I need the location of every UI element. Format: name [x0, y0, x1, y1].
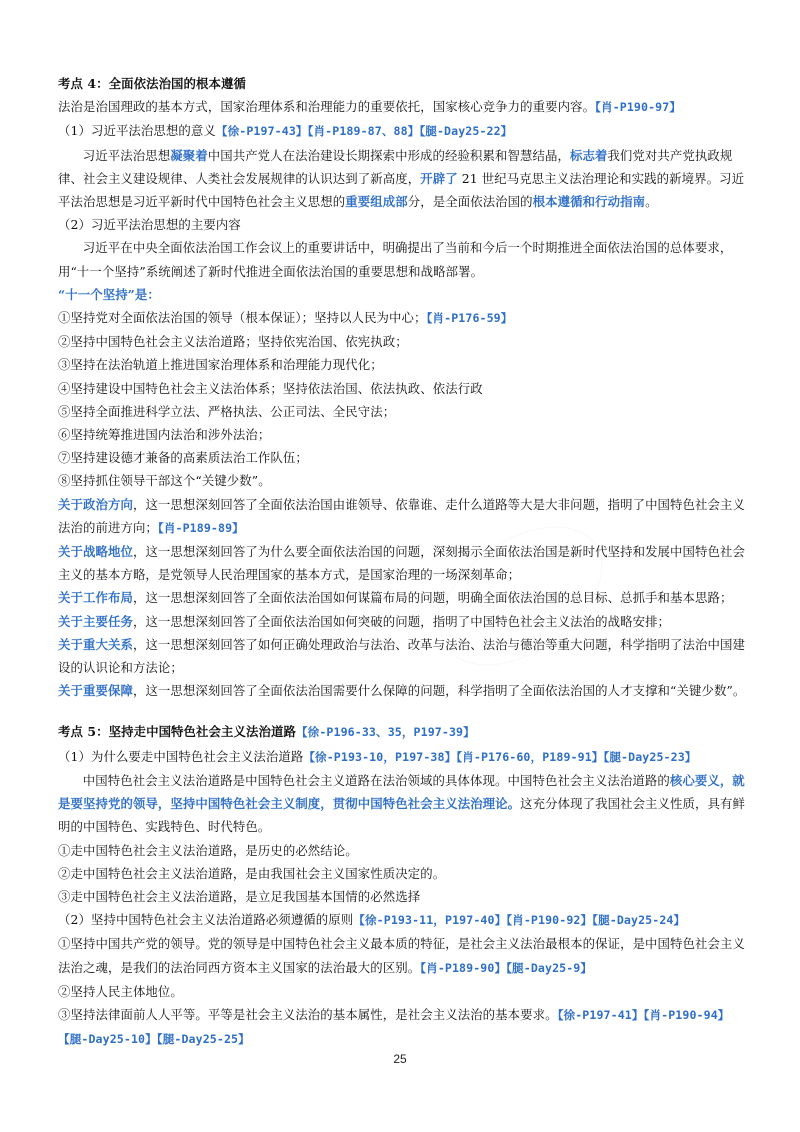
- highlight: 核心要义，就是要坚持党的领导，坚持中国特色社会主义制度，贯彻中国特色社会主义法治理论。: [58, 772, 745, 812]
- section-5-title: 考点 5：坚持走中国特色社会主义法治道路【徐-P196-33、35，P197-39】: [58, 724, 475, 740]
- list-item: ④坚持建设中国特色社会主义法治体系；坚持依法治国、依法执政、依法行政: [58, 380, 483, 396]
- ref-tag: 【徐-P197-43】【肖-P189-87、88】【腿-Day25-22】: [215, 124, 513, 139]
- ref-tag: 【肖-P189-90】【腿-Day25-9】: [420, 960, 593, 975]
- ref-tag: 【徐-P197-41】【肖-P190-94】【腿-Day25-10】【腿-Day25-25】: [58, 1007, 730, 1047]
- section-4-intro: 法治是治国理政的基本方式，国家治理体系和治理能力的重要依托，国家核心竞争力的重要内容。【肖-P190-97】: [58, 99, 682, 115]
- ref-tag: 【徐-P196-33、35，P197-39】: [295, 725, 475, 740]
- list-item: ③走中国特色社会主义法治道路，是立足我国基本国情的必然选择: [58, 888, 421, 904]
- ref-tag: 【徐-P193-10，P197-38】【肖-P176-60，P189-91】【腿-Day25-23】: [303, 749, 697, 764]
- ref-tag: 【徐-P193-11，P197-40】【肖-P190-92】【腿-Day25-24】: [353, 913, 686, 928]
- subsection-1-heading: （1）为什么要走中国特色社会主义法治道路【徐-P193-10，P197-38】【肖-P176-60，P189-91】【腿-Day25-23】: [58, 748, 697, 764]
- list-item: ②坚持中国特色社会主义法治道路；坚持依宪治国、依宪执政；: [58, 334, 408, 350]
- ref-tag: 【肖-P190-97】: [595, 100, 682, 115]
- list-item: ②走中国特色社会主义法治道路，是由我国社会主义国家性质决定的。: [58, 865, 446, 881]
- highlight: 开辟了: [420, 170, 458, 186]
- subsection-2-heading: （2）习近平法治思想的主要内容: [58, 217, 241, 233]
- document-body: [58, 72, 748, 1051]
- highlight: 标志着: [569, 147, 608, 163]
- ref-tag: 【肖-P189-89】: [157, 520, 244, 535]
- ref-tag: 【肖-P176-59】: [426, 311, 513, 326]
- list-item: ⑧坚持抓住领导干部这个“关键少数”。: [58, 473, 271, 489]
- list-item: ③坚持在法治轨道上推进国家治理体系和治理能力现代化；: [58, 357, 383, 373]
- eleven-insist-title: “十一个坚持”是：: [58, 286, 160, 302]
- highlight: 凝聚着: [170, 147, 208, 163]
- subsection-2-heading: （2）坚持中国特色社会主义法治道路必须遵循的原则【徐-P193-11，P197-40】【肖-P190-92】【腿-Day25-24】: [58, 912, 686, 928]
- principle-people-subject: ②坚持人民主体地位。: [58, 983, 183, 999]
- aspect-work-layout: 关于工作布局，这一思想深刻回答了全面依法治国如何谋篇布局的问题，明确全面依法治国的总目标、总抓手和基本思路；: [58, 590, 733, 606]
- highlight: 根本遵循和行动指南: [532, 194, 646, 210]
- list-item: ①走中国特色社会主义法治道路，是历史的必然结论。: [58, 842, 358, 858]
- paragraph-rule-of-law-path: 中国特色社会主义法治道路是中国特色社会主义道路在法治领域的具体体现。中国特色社会主义法治道路的核心要义，就是要坚持党的领导，坚持中国特色社会主义制度，贯彻中国特色社会主义法治理论。这充分体现了我国社会主义性质，具有鲜明的中国特色、实践特色、时代特色。: [58, 772, 745, 835]
- paragraph-main-content: 习近平在中央全面依法治国工作会议上的重要讲话中，明确提出了当前和今后一个时期推进全面依法治国的总体要求，用“十一个坚持”系统阐述了新时代推进全面依法治国的重要思想和战略部署。: [58, 240, 733, 279]
- aspect-main-tasks: 关于主要任务，这一思想深刻回答了全面依法治国如何突破的问题，指明了中国特色社会主义法治的战略安排；: [58, 613, 671, 629]
- aspect-major-relations: 关于重大关系，这一思想深刻回答了如何正确处理政治与法治、改革与法治、法治与德治等重大问题，科学指明了法治中国建设的认识论和方法论；: [58, 636, 745, 676]
- aspect-important-guarantee: 关于重要保障，这一思想深刻回答了全面依法治国需要什么保障的问题，科学指明了全面依法治国的人才支撑和“关键少数”。: [58, 683, 746, 699]
- aspect-political-direction: 关于政治方向，这一思想深刻回答了全面依法治国由谁领导、依靠谁、走什么道路等大是大非问题，指明了中国特色社会主义法治的前进方向；【肖-P189-89】: [58, 496, 745, 535]
- page-number: 25: [393, 1052, 407, 1066]
- highlight: 重要组成部: [345, 194, 408, 210]
- principle-party-leadership: ①坚持中国共产党的领导。党的领导是中国特色社会主义最本质的特征，是社会主义法治最根本的保证，是中国特色社会主义法治之魂，是我们的法治同西方资本主义国家的法治最大的区别。【肖-P189-90】【腿-Day25-9】: [58, 936, 745, 975]
- list-item: ①坚持党对全面依法治国的领导（根本保证）；坚持以人民为中心；【肖-P176-59】: [58, 310, 513, 326]
- list-item: ⑤坚持全面推进科学立法、严格执法、公正司法、全民守法；: [58, 403, 396, 419]
- paragraph-significance: 习近平法治思想凝聚着中国共产党人在法治建设长期探索中形成的经验积累和智慧结晶，标志着我们党对共产党执政规律、社会主义建设规律、人类社会发展规律的认识达到了新高度，开辟了 21 世纪马克思主义法治理论和实践的新境界。习近平法治思想是习近平新时代中国特色社会主义思想的重要组成部分，是全面依法治国的根本遵循和行动指南。: [58, 147, 745, 210]
- subsection-1-heading: （1）习近平法治思想的意义【徐-P197-43】【肖-P189-87、88】【腿-Day25-22】: [58, 123, 513, 139]
- list-item: ⑦坚持建设德才兼备的高素质法治工作队伍；: [58, 450, 308, 466]
- section-4-title: 考点 4：全面依法治国的根本遵循: [58, 76, 247, 91]
- aspect-strategic-position: 关于战略地位，这一思想深刻回答了为什么要全面依法治国的问题，深刻揭示全面依法治国是新时代坚持和发展中国特色社会主义的基本方略，是党领导人民治理国家的基本方式，是国家治理的一场深刻革命；: [58, 544, 745, 583]
- list-item: ⑥坚持统筹推进国内法治和涉外法治；: [58, 427, 271, 443]
- principle-equality: ③坚持法律面前人人平等。平等是社会主义法治的基本属性，是社会主义法治的基本要求。【徐-P197-41】【肖-P190-94】【腿-Day25-10】【腿-Day25-25】: [58, 1006, 730, 1047]
